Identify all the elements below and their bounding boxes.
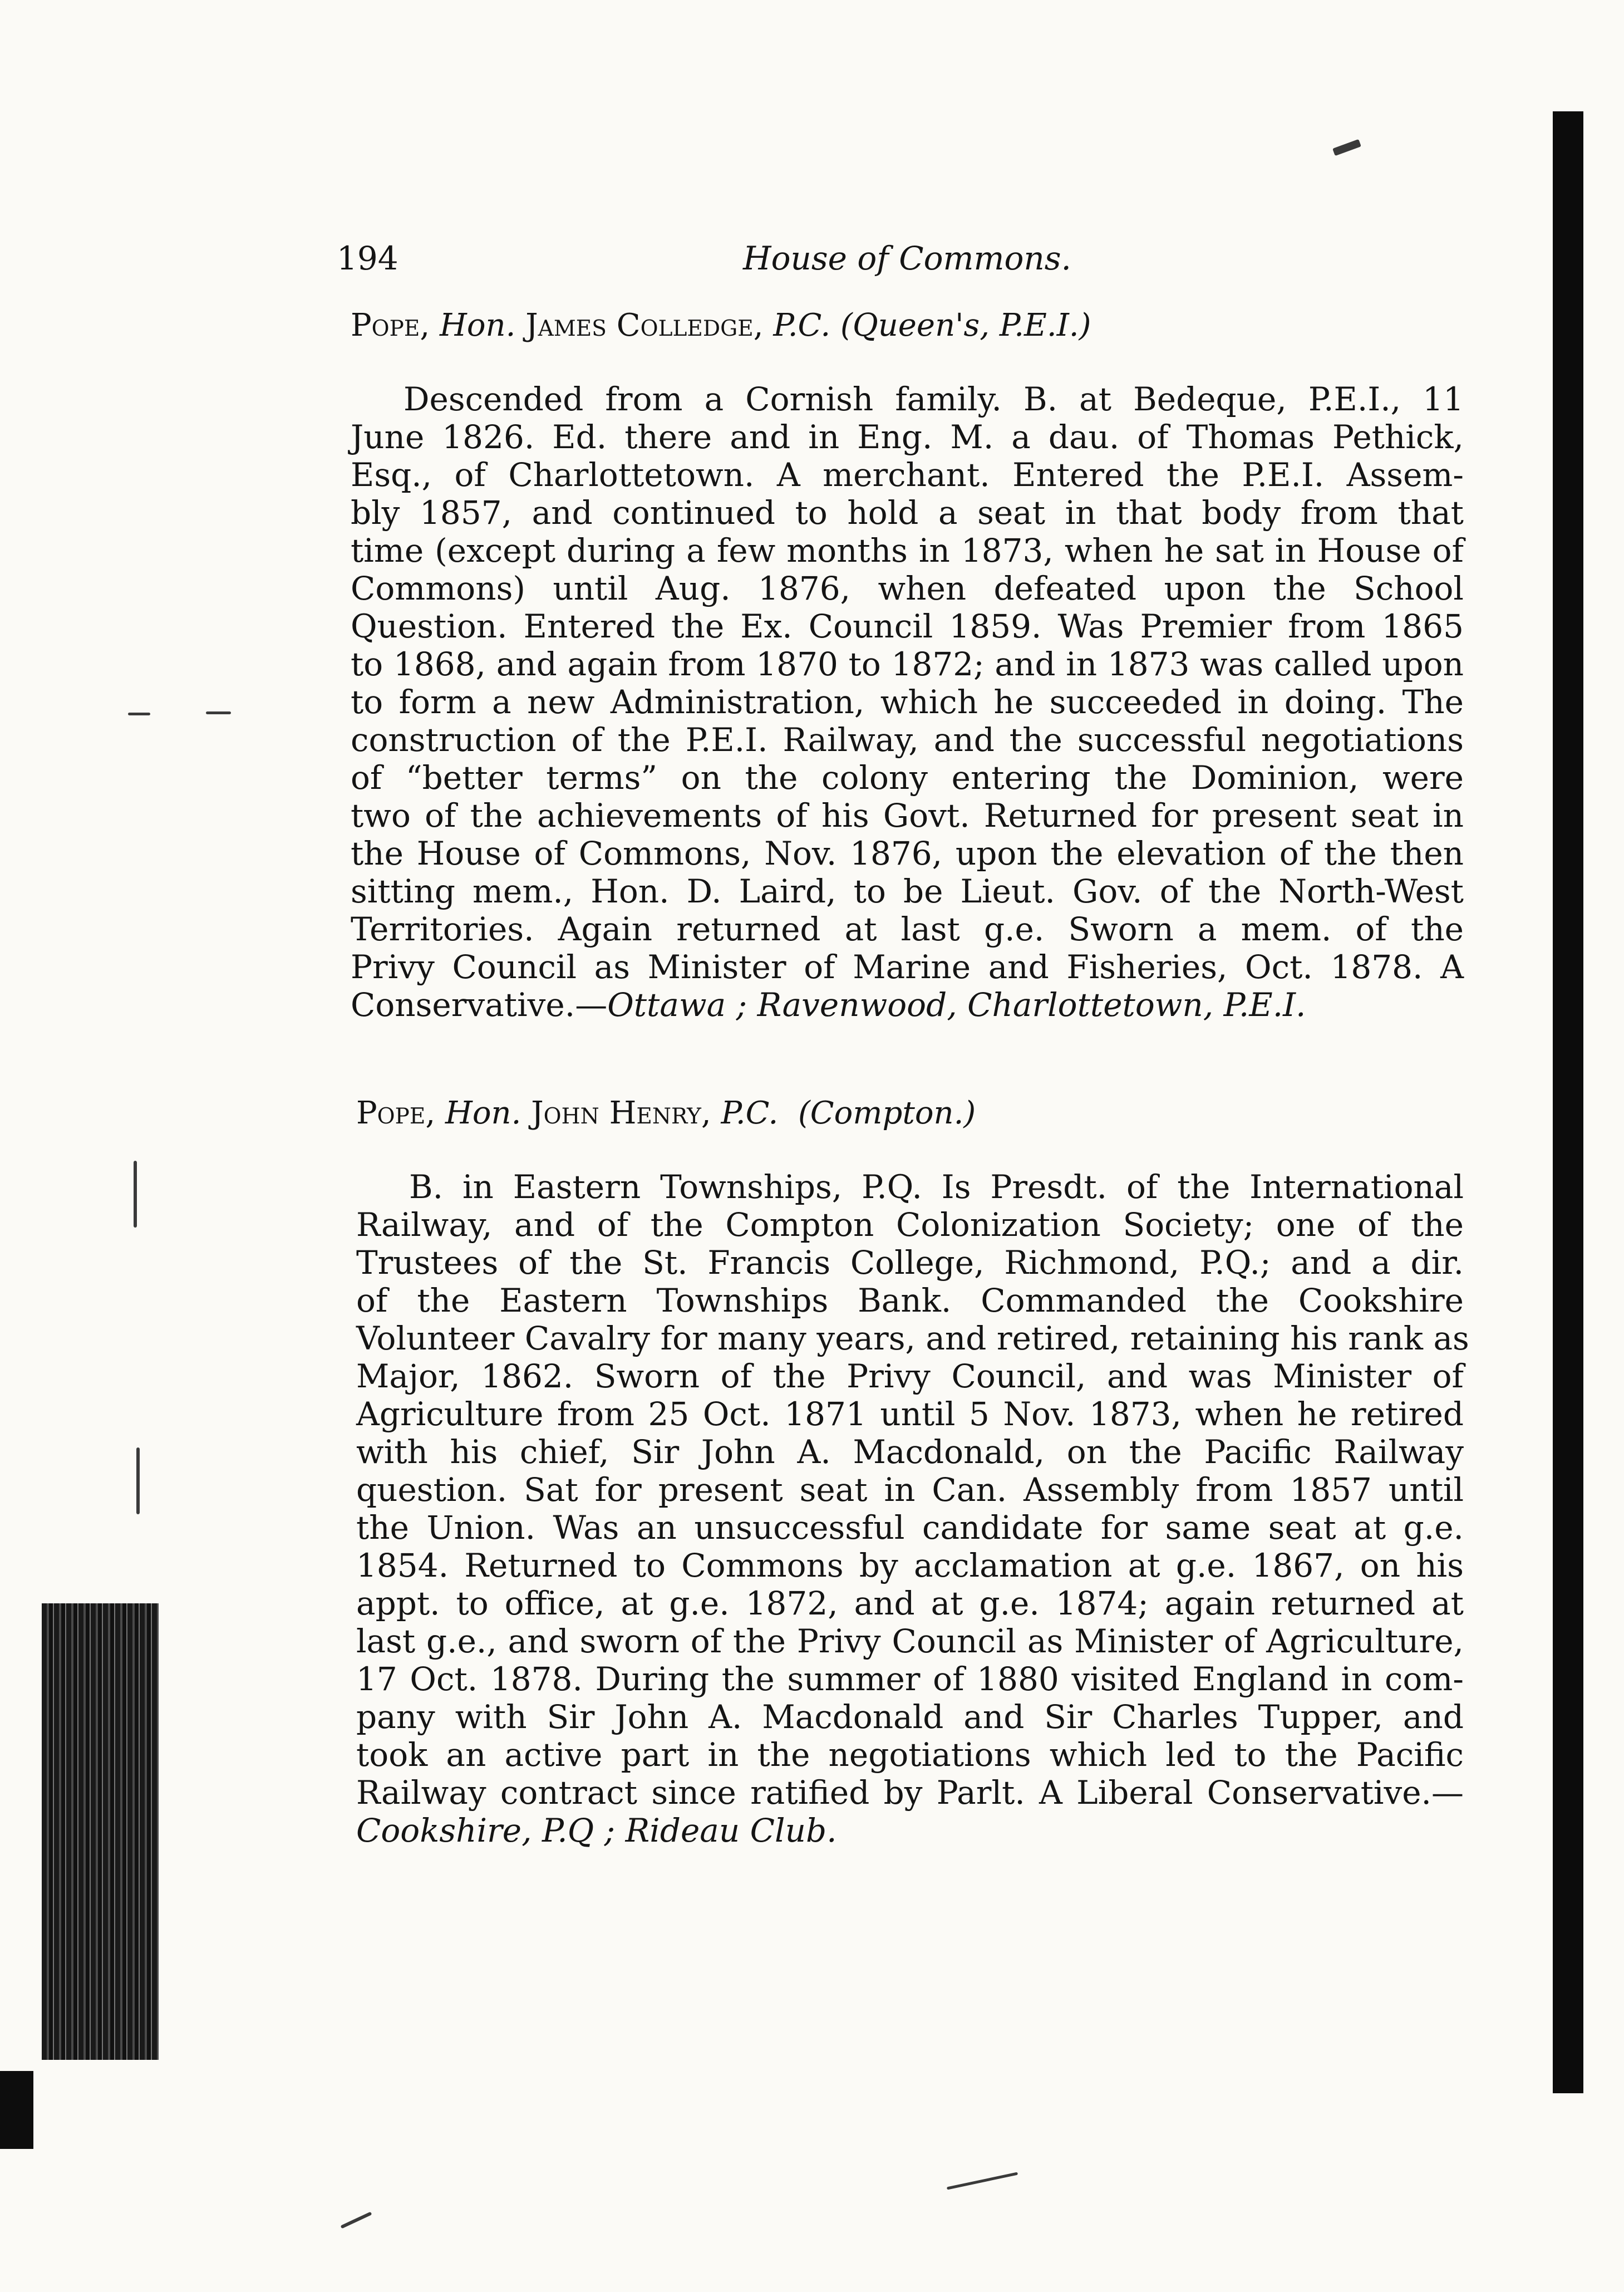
bio-line: bly 1857, and continued to hold a seat in that body from that <box>351 494 1464 532</box>
bio-line: Commons) until Aug. 1876, when defeated upon the School <box>351 570 1464 607</box>
entry-honorific: Hon. <box>445 1095 521 1131</box>
bio-line: to 1868, and again from 1870 to 1872; and in 1873 was called upon <box>351 645 1464 683</box>
bio-line: construction of the P.E.I. Railway, and the successful negotiations <box>351 721 1464 759</box>
bio-line: 1854. Returned to Commons by acclamation at g.e. 1867, on his <box>356 1547 1464 1584</box>
scan-speck <box>341 2212 372 2229</box>
bio-line: Railway contract since ratified by Parlt. A Liberal Conservative.— <box>356 1774 1464 1812</box>
scan-speck <box>134 1161 137 1228</box>
bio-line: Volunteer Cavalry for many years, and retired, retaining his rank as <box>356 1319 1469 1357</box>
bio-last-line <box>356 1812 1464 1849</box>
bio-line: June 1826. Ed. there and in Eng. M. a dau. of Thomas Pethick, <box>351 418 1464 456</box>
bio-line: pany with Sir John A. Macdonald and Sir Charles Tupper, and <box>356 1698 1464 1736</box>
bio-line: the Union. Was an unsuccessful candidate for same seat at g.e. <box>356 1509 1464 1547</box>
scan-speck <box>128 713 150 715</box>
bio-last-line <box>351 986 1464 1024</box>
bio-line: question. Sat for present seat in Can. Assembly from 1857 until <box>356 1471 1464 1509</box>
scan-edge-bar <box>1553 111 1583 2093</box>
bio-line: two of the achievements of his Govt. Returned for present seat in <box>351 797 1464 835</box>
entry-residence: Ottawa ; Ravenwood, Charlottetown, P.E.I. <box>607 986 1306 1024</box>
scan-speck <box>1332 139 1361 156</box>
biography-entry <box>351 303 1464 1024</box>
bio-line: with his chief, Sir John A. Macdonald, on the Pacific Railway <box>356 1433 1464 1471</box>
entry-title: P.C. <box>721 1095 779 1131</box>
biography-entry <box>356 1091 1469 1849</box>
bio-line: appt. to office, at g.e. 1872, and at g.e. 1874; again returned at <box>356 1584 1464 1622</box>
bio-line: Trustees of the St. Francis College, Richmond, P.Q.; and a dir. <box>356 1244 1464 1282</box>
bio-line: time (except during a few months in 1873, when he sat in House of <box>351 532 1464 570</box>
bio-line: Major, 1862. Sworn of the Privy Council, and was Minister of <box>356 1357 1464 1395</box>
bio-line: Esq., of Charlottetown. A merchant. Entered the P.E.I. Assem- <box>351 456 1464 494</box>
bio-line: to form a new Administration, which he succeeded in doing. The <box>351 683 1464 721</box>
entry-forenames: John Henry, <box>531 1095 711 1131</box>
entry-biography <box>356 1168 1469 1849</box>
entry-surname: Pope, <box>356 1095 436 1131</box>
running-header-title: House of Commons. <box>743 239 1071 277</box>
bio-line: of “better terms” on the colony entering the Dominion, were <box>351 759 1464 797</box>
page-number: 194 <box>337 239 398 277</box>
bio-line: 17 Oct. 1878. During the summer of 1880 visited England in com- <box>356 1660 1464 1698</box>
bio-line: Privy Council as Minister of Marine and Fisheries, Oct. 1878. A <box>351 948 1464 986</box>
bio-line: the House of Commons, Nov. 1876, upon the elevation of the then <box>351 835 1464 872</box>
scan-speck <box>136 1447 140 1514</box>
entry-riding: (Queen's, P.E.I.) <box>840 307 1091 343</box>
entry-surname: Pope, <box>351 307 430 343</box>
running-header <box>337 239 1127 284</box>
bio-line: B. in Eastern Townships, P.Q. Is Presdt. of the International <box>409 1168 1464 1206</box>
bio-line: Agriculture from 25 Oct. 1871 until 5 Nov. 1873, when he retired <box>356 1395 1464 1433</box>
bio-line: Railway, and of the Compton Colonization Society; one of the <box>356 1206 1464 1244</box>
entry-heading <box>356 1091 1464 1136</box>
entry-riding: (Compton.) <box>798 1095 976 1131</box>
scan-speck <box>206 711 231 714</box>
bio-line: last g.e., and sworn of the Privy Council as Minister of Agriculture, <box>356 1622 1464 1660</box>
entry-forenames: James Colledge, <box>525 307 764 343</box>
entry-title: P.C. <box>773 307 831 343</box>
scan-corner-block <box>0 2071 33 2149</box>
bio-line: sitting mem., Hon. D. Laird, to be Lieut. Gov. of the North-West <box>351 872 1464 910</box>
bio-closing-text: Conservative.— <box>351 986 608 1024</box>
bio-line: of the Eastern Townships Bank. Commanded the Cookshire <box>356 1282 1464 1319</box>
bio-line: Descended from a Cornish family. B. at Bedeque, P.E.I., 11 <box>403 380 1464 418</box>
entry-heading <box>351 303 1464 348</box>
entry-biography <box>351 380 1464 1024</box>
entry-residence: Cookshire, P.Q ; Rideau Club. <box>356 1812 837 1849</box>
bio-line: took an active part in the negotiations which led to the Pacific <box>356 1736 1464 1774</box>
scan-margin-stripe <box>42 1603 159 2060</box>
bio-line: Question. Entered the Ex. Council 1859. Was Premier from 1865 <box>351 607 1464 645</box>
entry-honorific: Hon. <box>439 307 516 343</box>
scan-speck <box>947 2172 1018 2190</box>
bio-line: Territories. Again returned at last g.e. Sworn a mem. of the <box>351 910 1464 948</box>
